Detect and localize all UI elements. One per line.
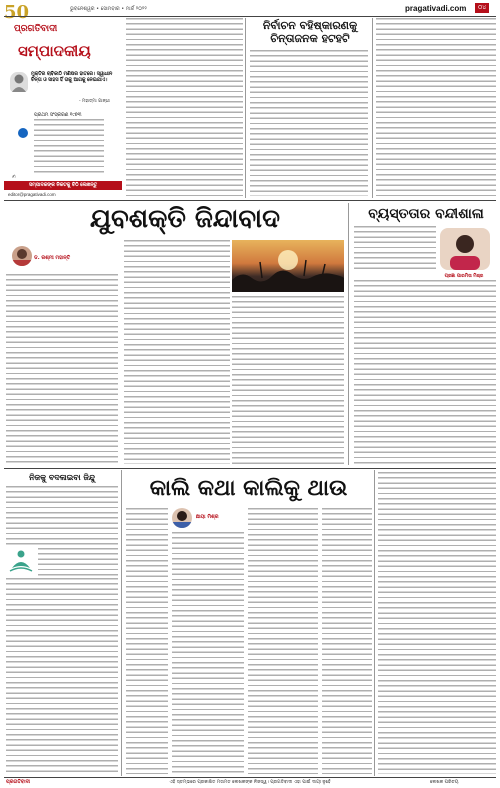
author-bottom: ଛାୟା ମିଶ୍ର [196, 514, 219, 520]
article-bottom-left-headline: ନିଜକୁ ବଦଳାଇବା ଜିନ୍ଦୁ [29, 472, 95, 482]
date-line: ଭୁବନେଶ୍ୱର • ସୋମବାର • ମାର୍ଚ୍ଚ ୨୦୨୨ [70, 6, 147, 12]
site-url[interactable]: pragativadi.com [405, 4, 467, 13]
author-photo-right [440, 228, 490, 270]
apple-icon [18, 128, 28, 138]
footer-rule [4, 777, 496, 778]
masthead-rule [4, 16, 496, 17]
article-right-text-top [354, 226, 436, 272]
footer-center: ଏହି ସ୍ତମ୍ଭରେ ପ୍ରକାଶିତ ମତାମତ ଲେଖକଙ୍କ ନିଜସ୍ୱ। ପ୍ରଗତିବାଦୀ ଏହା ପାଇଁ ଦାୟୀ ନୁହେଁ [169, 780, 331, 785]
article-bottom-col1 [126, 508, 168, 774]
crowd-photo [232, 240, 344, 292]
founder-info: ପ୍ରଥମ ସଂସ୍କରଣ ୧୯୭୩ [34, 113, 82, 118]
column-rule-4 [121, 470, 122, 776]
brand-name: ପ୍ରଗତିବାଦୀ [14, 24, 58, 34]
article-bottom-col3 [248, 508, 318, 774]
quote-text: ମୁକ୍ତିର ଚାବିକାଠି ମଣିଷର ହାତରେ। ସ୍ୱାଧୀନ ଚିନ୍ତା ଓ ସାହସ ହିଁ ତାକୁ ଆଗକୁ ନେଇଯାଏ। [31, 72, 113, 83]
article-top-headline: ନିର୍ବାଚନ ବହିଷ୍କାରଣକୁ ଚିନ୍ତାଜନକ ହଟହଟି [262, 19, 358, 45]
author-main: ଡ. ରଶ୍ମୀ ମହାନ୍ତି [34, 255, 71, 261]
article-bottom-col4 [322, 508, 372, 774]
author-photo-bottom [172, 508, 192, 528]
signature-mark: ✍ [12, 174, 17, 180]
column-rule-5 [374, 470, 375, 776]
quote-author: - ମହାତ୍ମା ଗାନ୍ଧୀ [79, 99, 110, 104]
article-top-center-text [250, 50, 368, 196]
footer-right: ଲେଖକ ପରିଚୟ [430, 780, 459, 785]
column-rule-3 [348, 203, 349, 465]
contact-bar: ସମ୍ପାଦକଙ୍କ ନିକଟକୁ ଚିଠି ଲେଖନ୍ତୁ [4, 181, 122, 190]
article-right-headline: ବ୍ୟସ୍ତତାର ବନ୍ଦୀଶାଳା [368, 206, 484, 222]
masthead-credits [34, 119, 104, 174]
author-photo-main [12, 246, 32, 266]
editor-email[interactable]: editor@pragativadi.com [8, 192, 56, 197]
article-bottom-left-text3 [6, 578, 118, 774]
article-main-col1 [6, 274, 118, 464]
article-bottom-headline: କାଲି କଥା କାଲିକୁ ଥାଉ [149, 475, 348, 501]
author-right: ପ୍ରଜ୍ଞା ପାରମିତା ମିଶ୍ର [444, 274, 484, 279]
article-bottom-left-text1 [6, 486, 118, 546]
article-bottom-right-text [378, 472, 496, 774]
column-rule-1 [245, 18, 246, 198]
editorial-sidebar [4, 18, 122, 198]
section-rule-1 [4, 200, 496, 201]
article-main-col3 [232, 296, 344, 464]
anniversary-number: 50 [4, 2, 30, 23]
gandhi-portrait [10, 72, 28, 92]
article-top-left-text [126, 18, 243, 196]
footer-left: ପ୍ରଗତିବାଦୀ [6, 779, 31, 785]
article-right-text [354, 280, 496, 464]
article-main-headline: ଯୁବଶକ୍ତି ଜିନ୍ଦାବାଦ [90, 204, 280, 234]
column-rule-2 [372, 18, 373, 198]
article-top-right-text [376, 18, 496, 196]
section-rule-2 [4, 468, 496, 469]
article-bottom-left-text2 [38, 548, 118, 576]
page-number: ୦୪ [475, 3, 489, 13]
meditation-icon [8, 548, 34, 574]
article-main-col2 [124, 240, 230, 464]
article-bottom-col2 [172, 532, 244, 774]
section-title: ସମ୍ପାଦକୀୟ [18, 42, 91, 60]
